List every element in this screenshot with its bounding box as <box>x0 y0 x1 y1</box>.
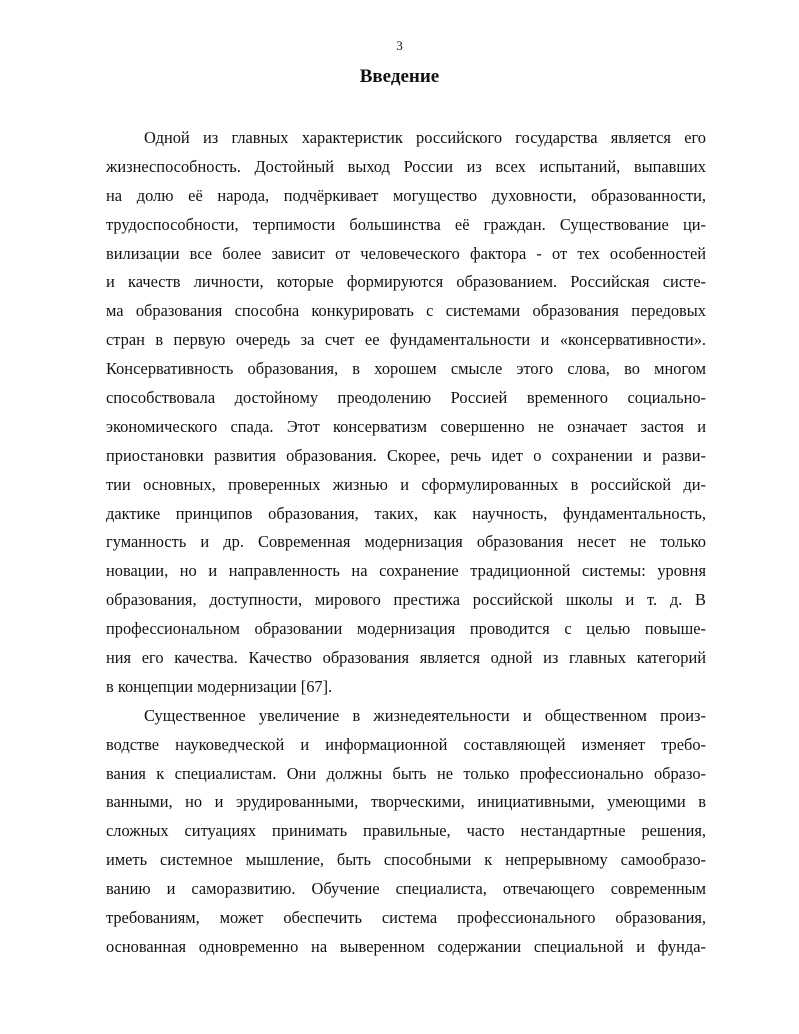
text-line: новации, но и направленность на сохранение традиционной системы: уровня <box>106 561 706 581</box>
text-line: тии основных, проверенных жизнью и сформулированных в российской ди- <box>106 474 706 494</box>
text-line: водстве науковедческой и информационной составляющей изменяет требо- <box>106 734 706 754</box>
text-line: иметь системное мышление, быть способными к непрерывному самообразо- <box>106 850 706 870</box>
text-line: сложных ситуациях принимать правильные, часто нестандартные решения, <box>106 821 706 841</box>
text-line: ванными, но и эрудированными, творческими, инициативными, умеющими в <box>106 792 706 812</box>
text-line: ния его качества. Качество образования является одной из главных категорий <box>106 648 706 668</box>
paragraph-2 <box>106 702 706 962</box>
text-line: образования, доступности, мирового престижа российской школы и т. д. В <box>106 590 706 610</box>
text-line: приостановки развития образования. Скорее, речь идет о сохранении и разви- <box>106 445 706 465</box>
paragraph-1 <box>106 124 706 702</box>
text-line: способствовала достойному преодолению Россией временного социально- <box>106 388 706 408</box>
text-line: экономического спада. Этот консерватизм совершенно не означает застоя и <box>106 416 706 436</box>
text-line: профессиональном образовании модернизация проводится с целью повыше- <box>106 619 706 639</box>
text-line: жизнеспособность. Достойный выход России из всех испытаний, выпавших <box>106 156 706 176</box>
page-number: 3 <box>396 38 403 53</box>
text-line: ма образования способна конкурировать с системами образования передовых <box>106 301 706 321</box>
text-line: гуманность и др. Современная модернизация образования несет не только <box>106 532 706 552</box>
text-line: требованиям, может обеспечить система профессионального образования, <box>106 908 706 928</box>
text-line: на долю её народа, подчёркивает могущество духовности, образованности, <box>106 185 706 205</box>
body-text <box>106 124 706 962</box>
text-line: трудоспособности, терпимости большинства её граждан. Существование ци- <box>106 214 706 234</box>
text-line: в концепции модернизации [67]. <box>106 676 333 696</box>
text-line: стран в первую очередь за счет ее фундаментальности и «консервативности». <box>106 330 706 350</box>
text-line: дактике принципов образования, таких, как научность, фундаментальность, <box>106 503 706 523</box>
text-line: Одной из главных характеристик российского государства является его <box>144 128 706 147</box>
text-line: ванию и саморазвитию. Обучение специалиста, отвечающего современным <box>106 879 706 899</box>
text-line: Существенное увеличение в жизнедеятельности и общественном произ- <box>144 705 706 725</box>
text-line: Консервативность образования, в хорошем смысле этого слова, во многом <box>106 359 706 379</box>
text-line: основанная одновременно на выверенном содержании специальной и фунда- <box>106 936 706 956</box>
text-line: и качеств личности, которые формируются образованием. Российская систе- <box>106 272 706 292</box>
text-line: вания к специалистам. Они должны быть не только профессионально образо- <box>106 763 706 783</box>
text-line: вилизации все более зависит от человеческого фактора - от тех особенностей <box>106 243 706 263</box>
section-title: Введение <box>359 66 440 87</box>
